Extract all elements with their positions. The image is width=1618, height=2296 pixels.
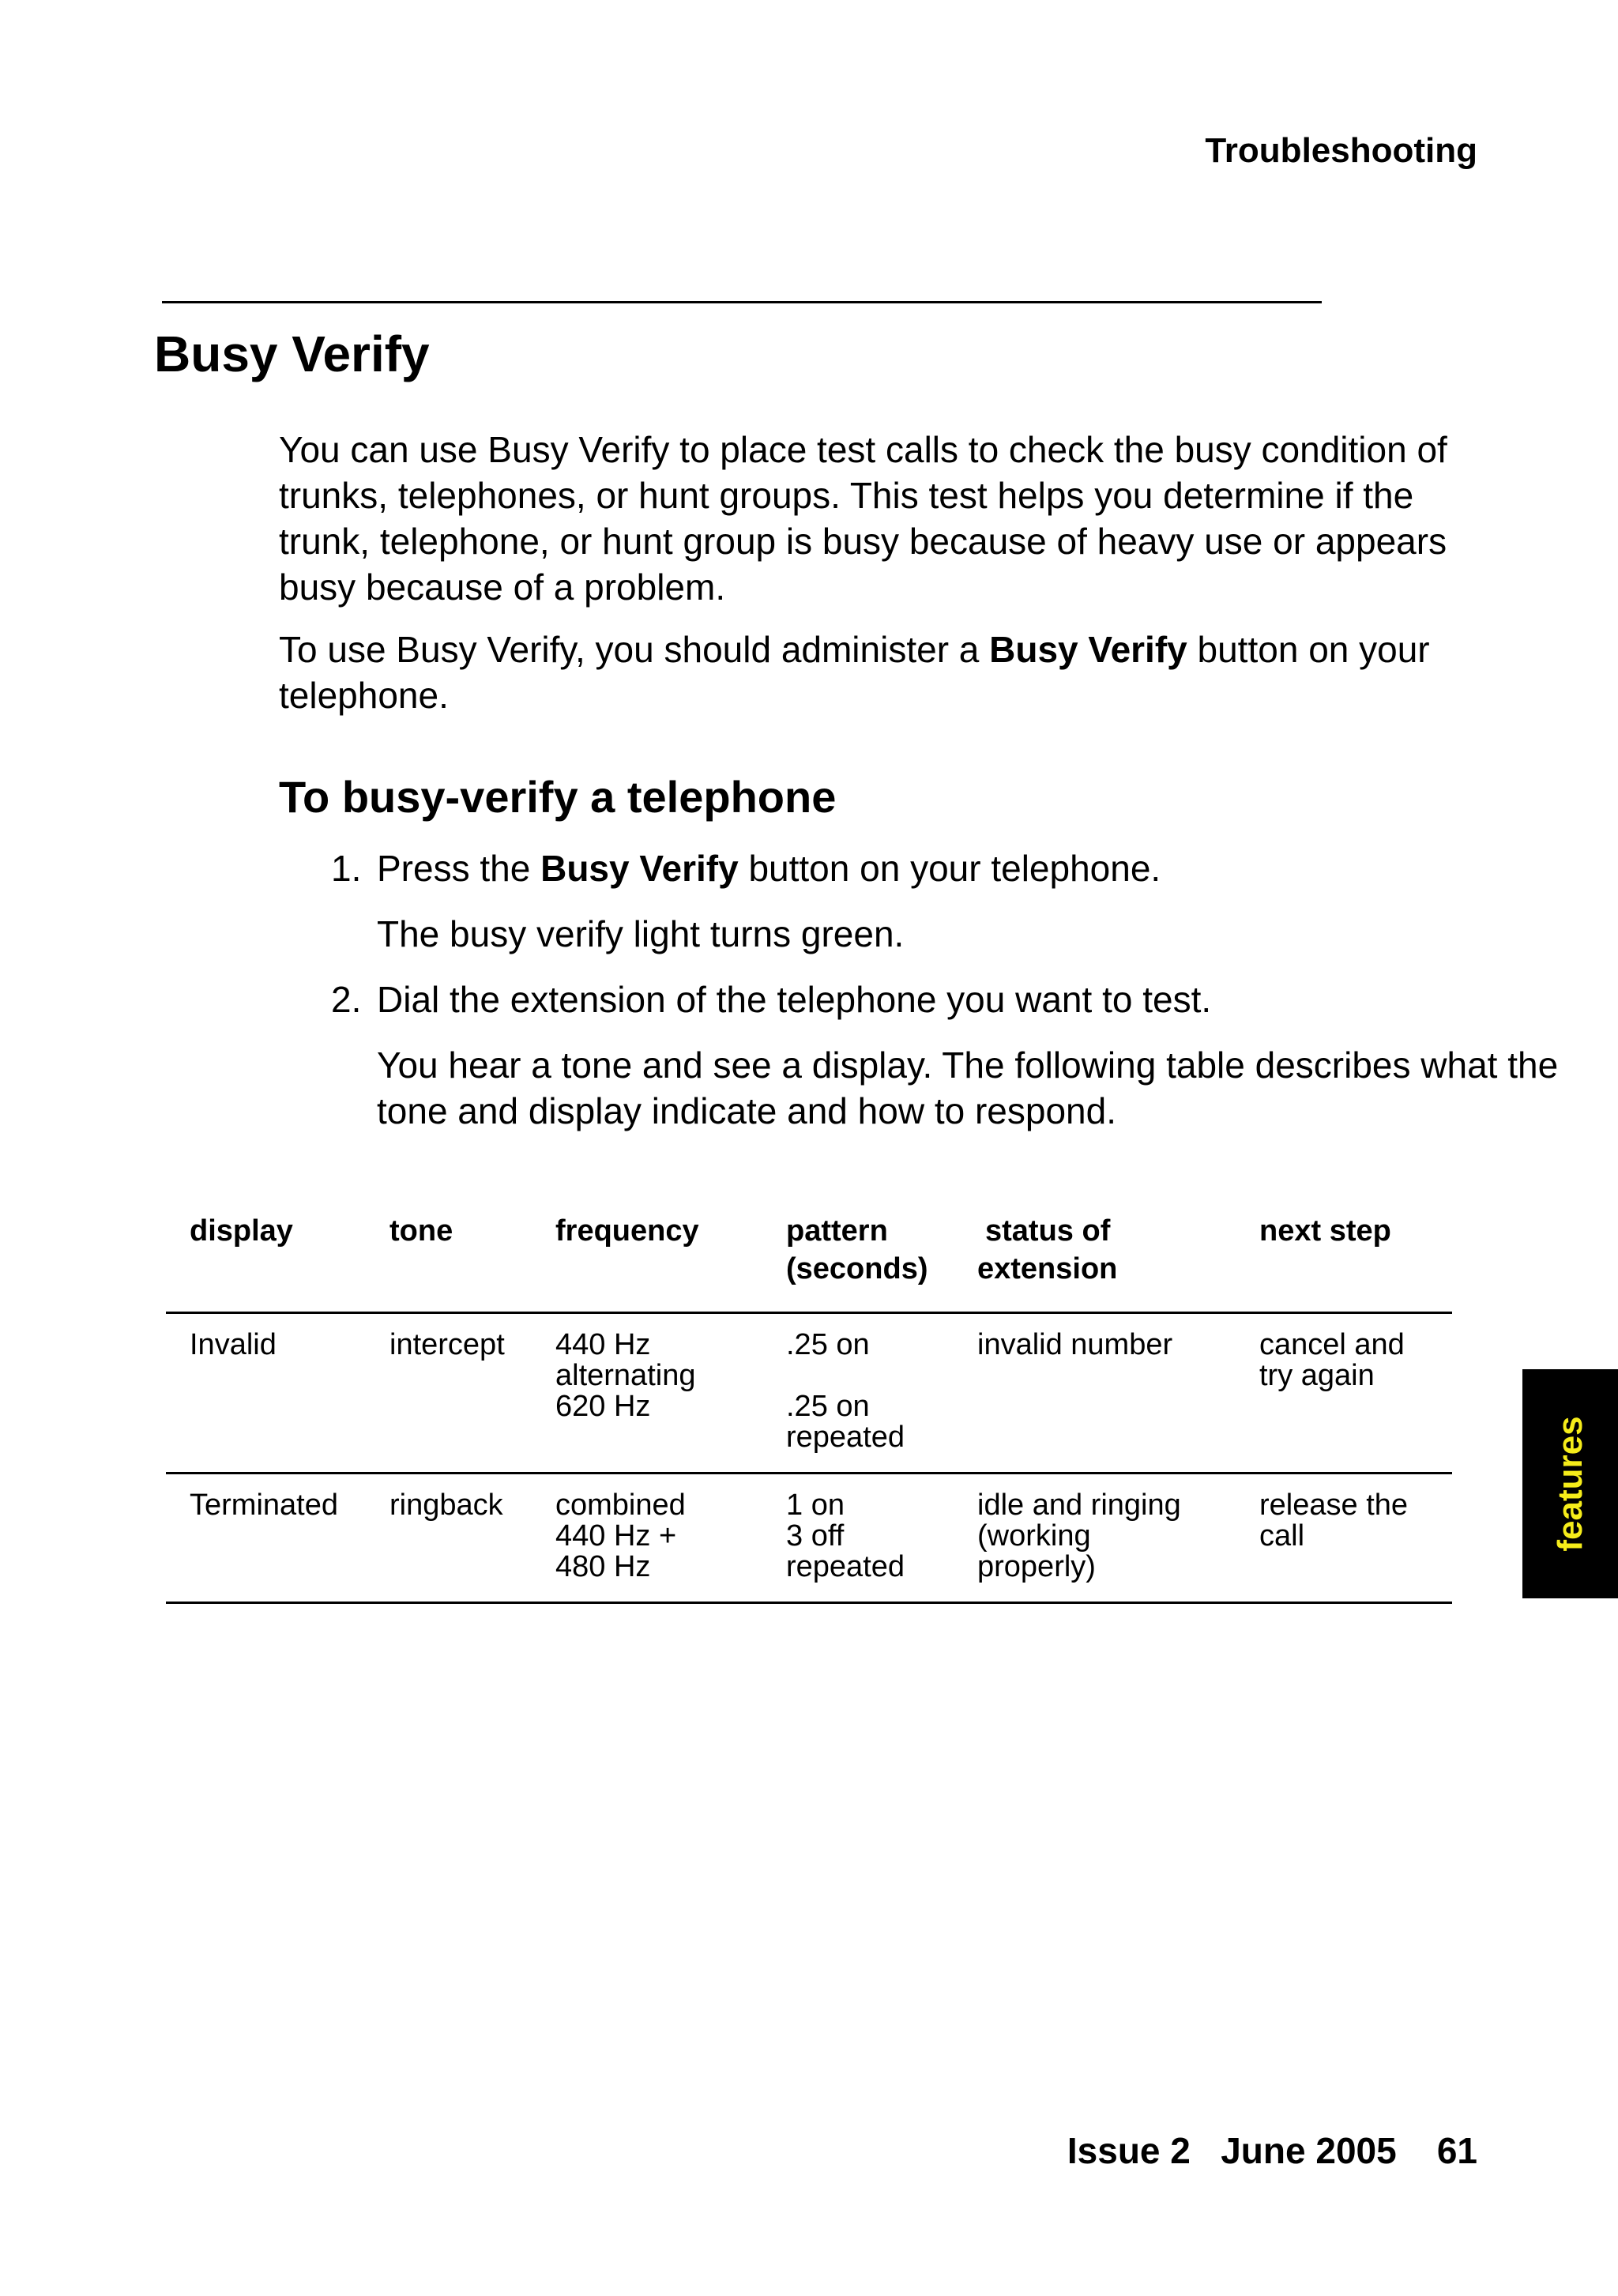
cell-line: 480 Hz	[555, 1550, 651, 1583]
footer-date: June 2005	[1221, 2130, 1397, 2171]
header-tone: tone	[389, 1214, 453, 1248]
cell-line: .25 on	[786, 1328, 870, 1361]
cell-next-step	[1236, 1474, 1452, 1603]
intro-paragraph: You can use Busy Verify to place test calls to check the busy condition of trunks, telephones, or hunt groups. This test helps you determine if the trunk, telephone, or hunt group is busy because of heavy use or appears busy because of a problem.	[279, 429, 1447, 608]
chapter-tab-label: features	[1550, 1416, 1590, 1552]
header-pattern-line-2: (seconds)	[786, 1252, 928, 1285]
page-footer	[1067, 2129, 1477, 2172]
table-row	[166, 1474, 1452, 1603]
running-head: Troubleshooting	[1205, 131, 1477, 170]
table-header-row	[166, 1212, 1452, 1313]
step-result: You hear a tone and see a display. The following table describes what the tone and display indicate and how to respond.	[377, 1044, 1559, 1131]
header-status	[954, 1212, 1236, 1313]
section-title: Busy Verify	[154, 326, 430, 382]
header-next-step: next step	[1259, 1214, 1391, 1248]
procedure-heading: To busy-verify a telephone	[279, 772, 837, 822]
cell-line: 620 Hz	[555, 1390, 651, 1423]
step-number: 1.	[331, 848, 362, 889]
header-status-line-1: status of	[985, 1214, 1111, 1248]
header-display: display	[190, 1214, 293, 1248]
step-text-after: button on your telephone.	[738, 848, 1161, 889]
step-instruction: Dial the extension of the telephone you want to test.	[377, 979, 1212, 1020]
section-rule	[162, 301, 1322, 303]
step-number: 2.	[331, 979, 362, 1020]
header-pattern	[762, 1212, 954, 1313]
admin-text-before: To use Busy Verify, you should administer a	[279, 629, 990, 670]
admin-text-after: button on your telephone.	[279, 629, 1430, 716]
cell-line: 1 on	[786, 1489, 845, 1522]
cell-line: 440 Hz	[555, 1328, 651, 1361]
cell-tone: intercept	[389, 1328, 505, 1361]
admin-paragraph	[279, 627, 1511, 718]
step-text-before: Press the	[377, 848, 541, 889]
cell-line: call	[1259, 1519, 1305, 1553]
cell-display: Terminated	[190, 1489, 338, 1522]
header-pattern-line-1: pattern	[786, 1214, 888, 1248]
step-2	[279, 977, 1559, 1134]
cell-line: try again	[1259, 1359, 1375, 1392]
step-instruction	[377, 845, 1559, 891]
page-number: 61	[1436, 2130, 1477, 2171]
tone-display-table	[166, 1212, 1452, 1604]
cell-display: Invalid	[190, 1328, 277, 1361]
step-1	[279, 845, 1559, 957]
cell-line: idle and ringing	[977, 1489, 1181, 1522]
cell-line: (working	[977, 1519, 1091, 1553]
busy-verify-button-term: Busy Verify	[540, 848, 739, 889]
cell-line: alternating	[555, 1359, 696, 1392]
busy-verify-term: Busy Verify	[989, 629, 1187, 670]
footer-issue: Issue 2	[1067, 2130, 1191, 2171]
cell-line: 440 Hz +	[555, 1519, 677, 1553]
cell-line: .25 on	[786, 1390, 870, 1423]
cell-line: cancel and	[1259, 1328, 1405, 1361]
cell-frequency	[532, 1313, 762, 1474]
cell-line: release the	[1259, 1489, 1409, 1522]
cell-next-step	[1236, 1313, 1452, 1474]
procedure-steps	[279, 845, 1559, 1134]
cell-status: invalid number	[977, 1328, 1173, 1361]
cell-tone: ringback	[389, 1489, 503, 1522]
step-result: The busy verify light turns green.	[377, 913, 905, 954]
cell-line: properly)	[977, 1550, 1096, 1583]
header-frequency: frequency	[555, 1214, 699, 1248]
cell-line: 3 off	[786, 1519, 845, 1553]
cell-line: repeated	[786, 1550, 905, 1583]
cell-pattern	[762, 1313, 954, 1474]
cell-status	[954, 1474, 1236, 1603]
table-row	[166, 1313, 1452, 1474]
cell-line: repeated	[786, 1421, 905, 1454]
chapter-tab	[1522, 1369, 1618, 1598]
cell-line: combined	[555, 1489, 686, 1522]
header-status-line-2: extension	[977, 1252, 1118, 1285]
cell-frequency	[532, 1474, 762, 1603]
cell-pattern	[762, 1474, 954, 1603]
